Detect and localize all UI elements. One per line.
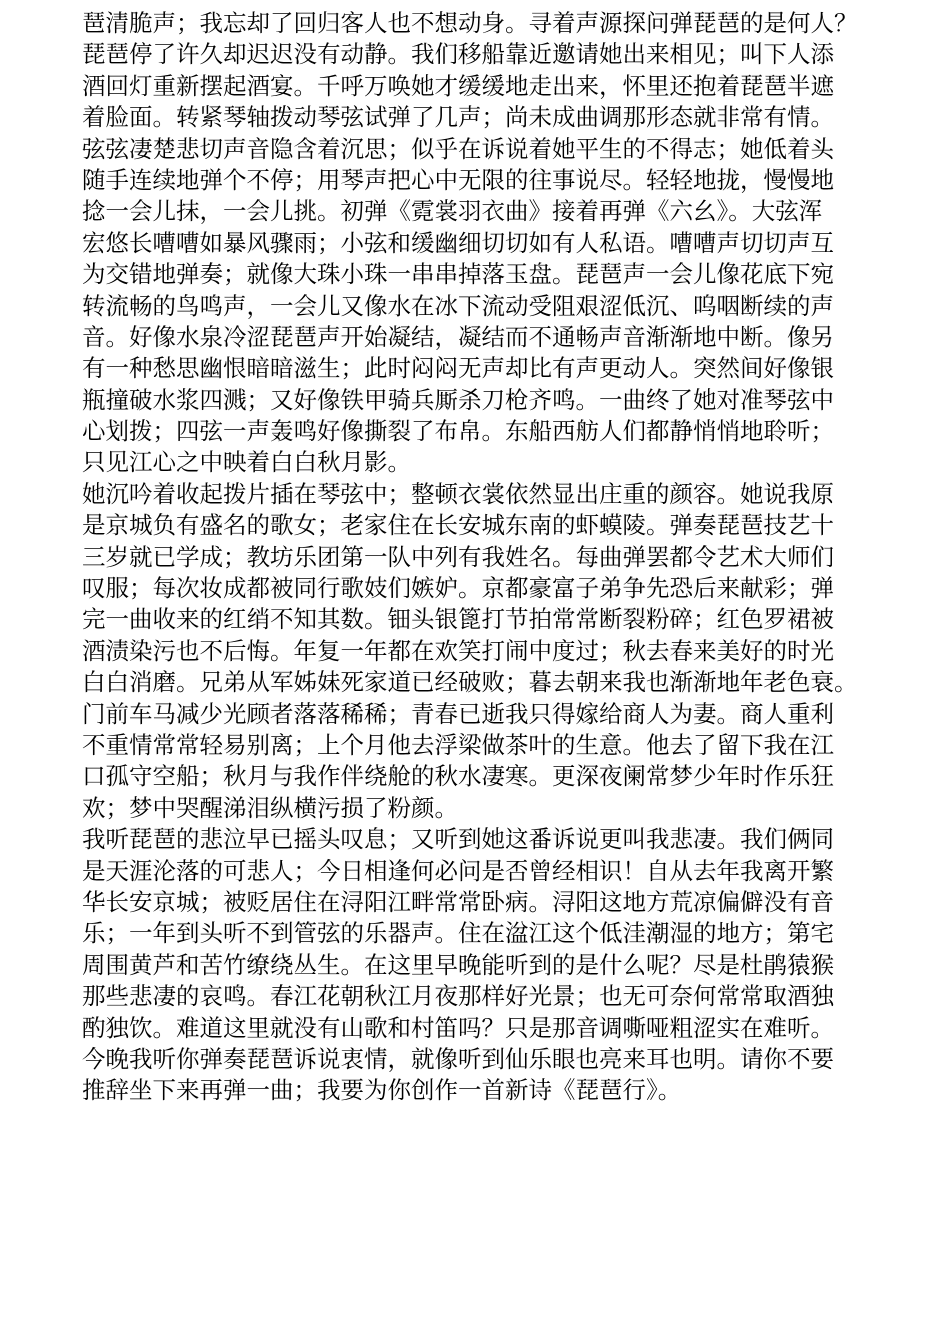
text-line: 推辞坐下来再弹一曲；我要为你创作一首新诗《琵琶行》。 [82, 1076, 682, 1105]
text-line: 瓶撞破水浆四溅；又好像铁甲骑兵厮杀刀枪齐鸣。一曲终了她对准琴弦中 [82, 385, 834, 414]
text-line: 有一种愁思幽恨暗暗滋生；此时闷闷无声却比有声更动人。突然间好像银 [82, 354, 834, 383]
text-line: 口孤守空船；秋月与我作伴绕舱的秋水凄寒。更深夜阑常梦少年时作乐狂 [82, 762, 834, 791]
text-line: 三岁就已学成；教坊乐团第一队中列有我姓名。每曲弹罢都令艺术大师们 [82, 542, 834, 571]
document-body [82, 8, 912, 1107]
text-line: 今晚我听你弹奏琵琶诉说衷情，就像听到仙乐眼也亮来耳也明。请你不要 [82, 1044, 834, 1073]
text-line: 我听琵琶的悲泣早已摇头叹息；又听到她这番诉说更叫我悲凄。我们俩同 [82, 825, 834, 854]
text-line: 音。好像水泉冷涩琵琶声开始凝结，凝结而不通畅声音渐渐地中断。像另 [82, 322, 834, 351]
text-line: 酒渍染污也不后悔。年复一年都在欢笑打闹中度过；秋去春来美好的时光 [82, 636, 834, 665]
text-line: 宏悠长嘈嘈如暴风骤雨；小弦和缓幽细切切如有人私语。嘈嘈声切切声互 [82, 228, 834, 257]
text-line: 随手连续地弹个不停；用琴声把心中无限的往事说尽。轻轻地拢，慢慢地 [82, 165, 834, 194]
text-line: 弦弦凄楚悲切声音隐含着沉思；似乎在诉说着她平生的不得志；她低着头 [82, 134, 834, 163]
text-line: 叹服；每次妆成都被同行歌妓们嫉妒。京都豪富子弟争先恐后来献彩；弹 [82, 574, 834, 603]
text-line: 心划拨；四弦一声轰鸣好像撕裂了布帛。东船西舫人们都静悄悄地聆听； [82, 417, 834, 446]
text-line: 捻一会儿抹，一会儿挑。初弹《霓裳羽衣曲》接着再弹《六幺》。大弦浑 [82, 197, 823, 226]
text-line: 白白消磨。兄弟从军姊妹死家道已经破败；暮去朝来我也渐渐地年老色衰。 [82, 668, 858, 697]
text-line: 她沉吟着收起拨片插在琴弦中；整顿衣裳依然显出庄重的颜容。她说我原 [82, 479, 834, 508]
text-line: 不重情常常轻易别离；上个月他去浮梁做茶叶的生意。他去了留下我在江 [82, 730, 834, 759]
text-line: 琵琶停了许久却迟迟没有动静。我们移船靠近邀请她出来相见；叫下人添 [82, 40, 834, 69]
text-line: 着脸面。转紧琴轴拨动琴弦试弹了几声；尚未成曲调那形态就非常有情。 [82, 103, 834, 132]
text-line: 周围黄芦和苦竹缭绕丛生。在这里早晚能听到的是什么呢？尽是杜鹃猿猴 [82, 950, 834, 979]
text-line: 转流畅的鸟鸣声，一会儿又像水在冰下流动受阻艰涩低沉、呜咽断续的声 [82, 291, 834, 320]
text-line: 酌独饮。难道这里就没有山歌和村笛吗？只是那音调嘶哑粗涩实在难听。 [82, 1013, 834, 1042]
text-line: 是京城负有盛名的歌女；老家住在长安城东南的虾蟆陵。弹奏琵琶技艺十 [82, 511, 834, 540]
text-line: 华长安京城；被贬居住在浔阳江畔常常卧病。浔阳这地方荒凉偏僻没有音 [82, 887, 834, 916]
text-line: 欢；梦中哭醒涕泪纵横污损了粉颜。 [82, 793, 458, 822]
text-line: 为交错地弹奏；就像大珠小珠一串串掉落玉盘。琵琶声一会儿像花底下宛 [82, 260, 834, 289]
text-line: 琶清脆声；我忘却了回归客人也不想动身。寻着声源探问弹琵琶的是何人？ [82, 9, 858, 37]
text-line: 乐；一年到头听不到管弦的乐器声。住在湓江这个低洼潮湿的地方；第宅 [82, 919, 834, 948]
text-line: 酒回灯重新摆起酒宴。千呼万唤她才缓缓地走出来，怀里还抱着琵琶半遮 [82, 71, 834, 100]
text-line: 门前车马减少光顾者落落稀稀；青春已逝我只得嫁给商人为妻。商人重利 [82, 699, 834, 728]
text-line: 是天涯沦落的可悲人；今日相逢何必问是否曾经相识！自从去年我离开繁 [82, 856, 834, 885]
text-line: 那些悲凄的哀鸣。春江花朝秋江月夜那样好光景；也无可奈何常常取酒独 [82, 982, 834, 1011]
text-line: 完一曲收来的红绡不知其数。钿头银篦打节拍常常断裂粉碎；红色罗裙被 [82, 605, 834, 634]
text-line: 只见江心之中映着白白秋月影。 [82, 448, 411, 477]
